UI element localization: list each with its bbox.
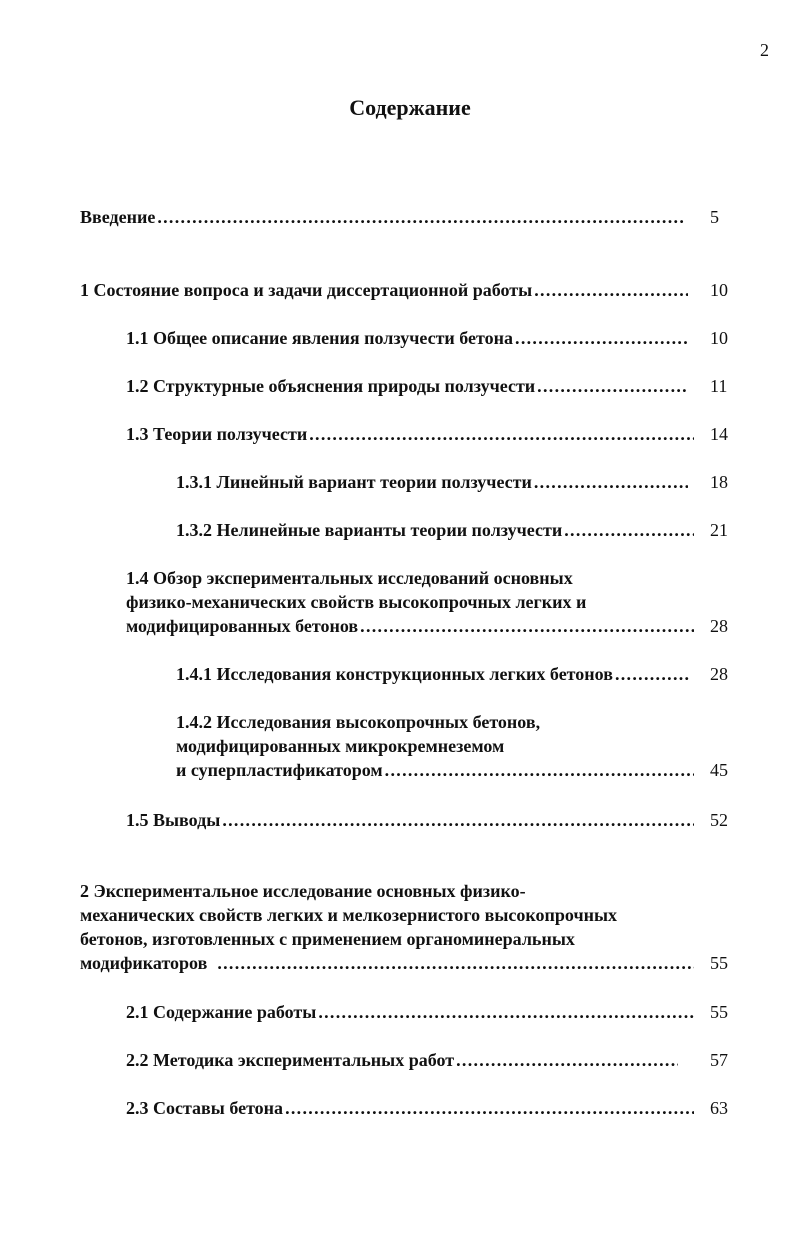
toc-label: 2.3 Составы бетона — [126, 1098, 284, 1118]
toc-entry-1-5[interactable] — [126, 808, 694, 832]
toc-page-number: 28 — [710, 664, 728, 684]
toc-label: 2.2 Методика экспериментальных работ — [126, 1050, 455, 1070]
toc-label: и суперпластификатором — [176, 760, 383, 780]
toc-label: 1.2 Структурные объяснения природы ползучести — [126, 376, 536, 396]
toc-entry-1-3-2[interactable] — [176, 518, 694, 542]
toc-label-line: механических свойств легких и мелкозернистого высокопрочных — [80, 905, 618, 925]
leader-dots — [157, 205, 688, 229]
toc-entry-2-3[interactable] — [126, 1096, 694, 1120]
leader-dots — [309, 422, 694, 446]
toc-entry-2-1[interactable] — [126, 1000, 694, 1024]
toc-entry-intro[interactable] — [80, 205, 688, 229]
toc-label: 1.1 Общее описание явления ползучести бетона — [126, 328, 514, 348]
toc-entry-1-3[interactable] — [126, 422, 694, 446]
toc-label-line: бетонов, изготовленных с применением органоминеральных — [80, 929, 575, 949]
toc-entry-1-4[interactable] — [126, 566, 694, 638]
leader-dots — [456, 1048, 678, 1072]
toc-entry-ch2[interactable] — [80, 879, 694, 975]
toc-entry-1-2[interactable] — [126, 374, 688, 398]
leader-dots — [564, 518, 694, 542]
leader-dots — [285, 1096, 694, 1120]
toc-page-number: 10 — [710, 328, 728, 348]
toc-page-number: 57 — [710, 1050, 728, 1070]
toc-entry-1-4-1[interactable] — [176, 662, 690, 686]
toc-page-number: 52 — [710, 810, 728, 830]
leader-dots — [534, 278, 688, 302]
toc-page-number: 18 — [710, 472, 728, 492]
toc-entry-1-4-2[interactable] — [176, 710, 694, 782]
toc-entry-ch1[interactable] — [80, 278, 688, 302]
toc-page-number: 28 — [710, 616, 728, 636]
leader-dots — [537, 374, 688, 398]
toc-label-line: модифицированных микрокремнеземом — [176, 736, 505, 756]
toc-label: 1 Состояние вопроса и задачи диссертационной работы — [80, 280, 533, 300]
page-title: Содержание — [349, 95, 471, 120]
leader-dots — [318, 1000, 694, 1024]
toc-page-number: 45 — [710, 760, 728, 780]
toc-page-number: 10 — [710, 280, 728, 300]
toc-page-number: 14 — [710, 424, 728, 444]
toc-page-number: 55 — [710, 1002, 728, 1022]
leader-dots — [222, 808, 694, 832]
toc-page-number: 55 — [710, 953, 728, 973]
toc-label-line: 1.4.2 Исследования высокопрочных бетонов, — [176, 712, 541, 732]
toc-entry-1-1[interactable] — [126, 326, 688, 350]
toc-label: 1.3.1 Линейный вариант теории ползучести — [176, 472, 532, 492]
toc-entry-2-2[interactable] — [126, 1048, 678, 1072]
toc-page-number: 21 — [710, 520, 728, 540]
leader-dots — [515, 326, 688, 350]
toc-label: модифицированных бетонов — [126, 616, 359, 636]
toc-label-line: 2 Экспериментальное исследование основных физико- — [80, 881, 526, 901]
page-number: 2 — [760, 40, 769, 60]
toc-label: 1.4.1 Исследования конструкционных легких бетонов — [176, 664, 613, 684]
toc-label: 1.3 Теории ползучести — [126, 424, 308, 444]
leader-dots — [534, 470, 688, 494]
toc-page-number: 11 — [710, 376, 728, 396]
toc-page-number: 5 — [710, 207, 719, 227]
toc-label-line: 1.4 Обзор экспериментальных исследований основных — [126, 568, 573, 588]
toc-label: 1.3.2 Нелинейные варианты теории ползучести — [176, 520, 563, 540]
leader-dots — [385, 758, 694, 782]
toc-label: модификаторов — [80, 953, 208, 973]
leader-dots — [360, 614, 694, 638]
leader-dots — [615, 662, 690, 686]
leader-dots — [217, 951, 694, 975]
toc-entry-1-3-1[interactable] — [176, 470, 688, 494]
toc-page-number: 63 — [710, 1098, 728, 1118]
toc-label: 1.5 Выводы — [126, 810, 221, 830]
toc-label: 2.1 Содержание работы — [126, 1002, 317, 1022]
toc-label-line: физико-механических свойств высокопрочных легких и — [126, 592, 587, 612]
toc-label: Введение — [80, 207, 156, 227]
